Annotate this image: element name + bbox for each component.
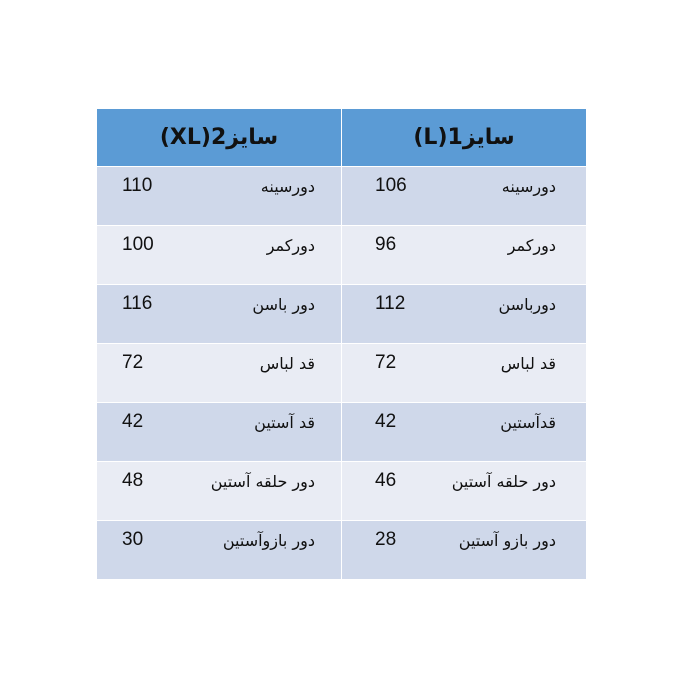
l-cell [342,403,586,461]
table-row [97,521,587,580]
xl-value: 48 [122,470,144,491]
xl-value: 116 [122,293,153,314]
header-size-xl: سایز2(XL) [97,109,342,167]
xl-label: دور بازوآستین [222,531,315,550]
xl-cell [97,167,341,225]
l-value: 28 [375,529,397,550]
l-label: قد لباس [500,354,556,373]
table-row [97,403,587,462]
xl-label: دور حلقه آستین [210,472,315,491]
xl-cell [97,344,341,402]
xl-value: 72 [122,352,144,373]
xl-label: دورکمر [266,236,315,255]
l-cell [342,285,586,343]
l-value: 72 [375,352,397,373]
l-cell [342,226,586,284]
xl-label: دور باسن [252,295,315,314]
xl-value: 30 [122,529,144,550]
xl-label: دورسینه [260,177,315,196]
header-row [97,109,587,167]
xl-cell [97,285,341,343]
l-value: 106 [375,175,407,196]
l-label: دور بازو آستین [458,531,556,550]
l-label: دورباسن [498,295,556,314]
table-row [97,226,587,285]
table-row [97,285,587,344]
xl-value: 42 [122,411,144,432]
table-row [97,462,587,521]
xl-value: 110 [122,175,153,196]
xl-cell [97,521,341,579]
l-label: دور حلقه آستین [451,472,556,491]
xl-label: قد آستین [254,413,315,432]
l-label: دورسینه [501,177,556,196]
size-chart-table [96,108,587,580]
l-value: 42 [375,411,397,432]
l-label: دورکمر [507,236,556,255]
xl-cell [97,462,341,520]
l-label: قدآستین [500,413,556,432]
l-value: 46 [375,470,397,491]
table-row [97,344,587,403]
l-value: 96 [375,234,397,255]
xl-cell [97,403,341,461]
l-cell [342,462,586,520]
l-cell [342,521,586,579]
xl-cell [97,226,341,284]
table-row [97,167,587,226]
l-cell [342,344,586,402]
l-value: 112 [375,293,406,314]
xl-label: قد لباس [259,354,315,373]
xl-value: 100 [122,234,154,255]
header-size-l: سایز1(L) [342,109,587,167]
l-cell [342,167,586,225]
